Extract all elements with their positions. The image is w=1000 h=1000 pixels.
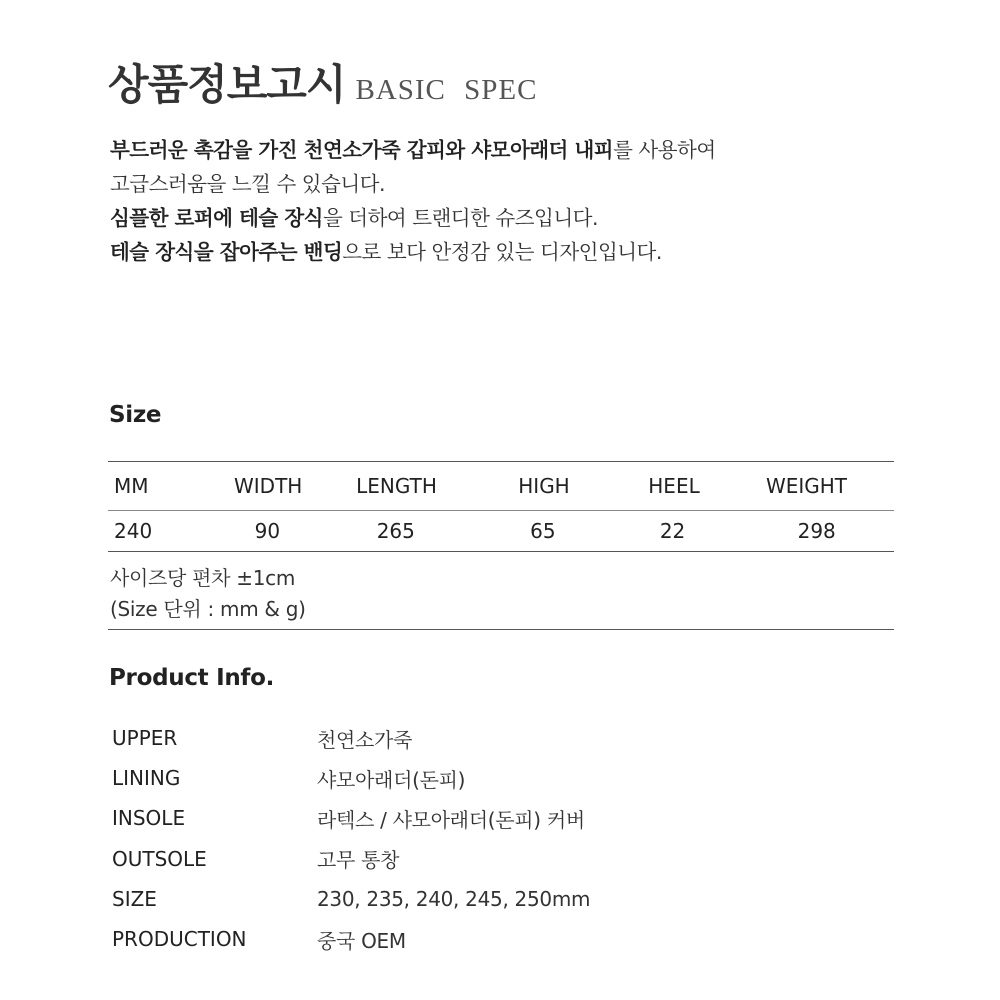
description-line (110, 167, 716, 201)
info-row-size (112, 879, 590, 919)
size-table (108, 461, 894, 552)
info-row-insole (112, 798, 590, 838)
size-table-value-row (108, 511, 894, 552)
info-label: UPPER (112, 726, 178, 751)
size-header-mm: MM (114, 474, 149, 498)
size-header-length: LENGTH (356, 474, 437, 498)
description-text: 를 사용하여 (613, 138, 716, 162)
size-table-header-row (108, 462, 894, 511)
size-value-length: 265 (376, 519, 415, 543)
info-label: INSOLE (112, 806, 186, 831)
product-description (110, 133, 716, 269)
info-label: PRODUCTION (112, 927, 247, 952)
description-text: 을 더하여 트랜디한 슈즈입니다. (322, 206, 598, 230)
product-info-title: Product Info. (109, 665, 275, 691)
description-line (110, 235, 716, 269)
info-value: 천연소가죽 (317, 727, 413, 752)
info-value: 고무 통창 (317, 848, 400, 873)
info-row-lining (112, 758, 590, 798)
info-row-upper (112, 718, 590, 758)
info-value: 샤모아래더(돈피) (317, 767, 466, 792)
page-subtitle: BASIC SPEC (355, 74, 538, 106)
description-text: 고급스러움을 느낄 수 있습니다. (110, 172, 386, 196)
size-unit-note: (Size 단위 : mm & g) (110, 597, 306, 621)
info-value: 중국 OEM (317, 928, 406, 953)
description-text: 으로 보다 안정감 있는 디자인입니다. (342, 240, 662, 264)
divider (108, 629, 894, 630)
size-value-mm: 240 (114, 519, 153, 543)
info-row-outsole (112, 839, 590, 879)
size-tolerance-note: 사이즈당 편차 ±1cm (110, 566, 295, 590)
size-note (110, 563, 306, 625)
info-label: OUTSOLE (112, 846, 207, 871)
size-section-title: Size (109, 402, 162, 428)
description-line (110, 201, 716, 235)
info-value: 230, 235, 240, 245, 250mm (317, 886, 591, 911)
description-line (110, 133, 716, 167)
product-info-list (112, 718, 590, 959)
description-emphasis: 심플한 로퍼에 테슬 장식 (110, 206, 323, 230)
size-value-width: 90 (254, 519, 281, 543)
size-header-width: WIDTH (234, 474, 303, 498)
info-label: LINING (112, 766, 181, 791)
page-title: 상품정보고시 (108, 60, 346, 109)
size-value-weight: 298 (797, 519, 836, 543)
page-header (108, 52, 537, 112)
size-header-weight: WEIGHT (765, 474, 848, 498)
size-value-high: 65 (530, 519, 556, 543)
size-value-heel: 22 (659, 519, 686, 543)
info-value: 라텍스 / 샤모아래더(돈피) 커버 (317, 807, 585, 832)
info-label: SIZE (112, 886, 157, 911)
description-emphasis: 테슬 장식을 잡아주는 밴딩 (110, 240, 343, 264)
info-row-production (112, 919, 590, 959)
description-emphasis: 부드러운 촉감을 가진 천연소가죽 갑피와 샤모아래더 내피 (110, 138, 614, 162)
size-header-high: HIGH (518, 474, 570, 498)
size-header-heel: HEEL (648, 474, 700, 498)
